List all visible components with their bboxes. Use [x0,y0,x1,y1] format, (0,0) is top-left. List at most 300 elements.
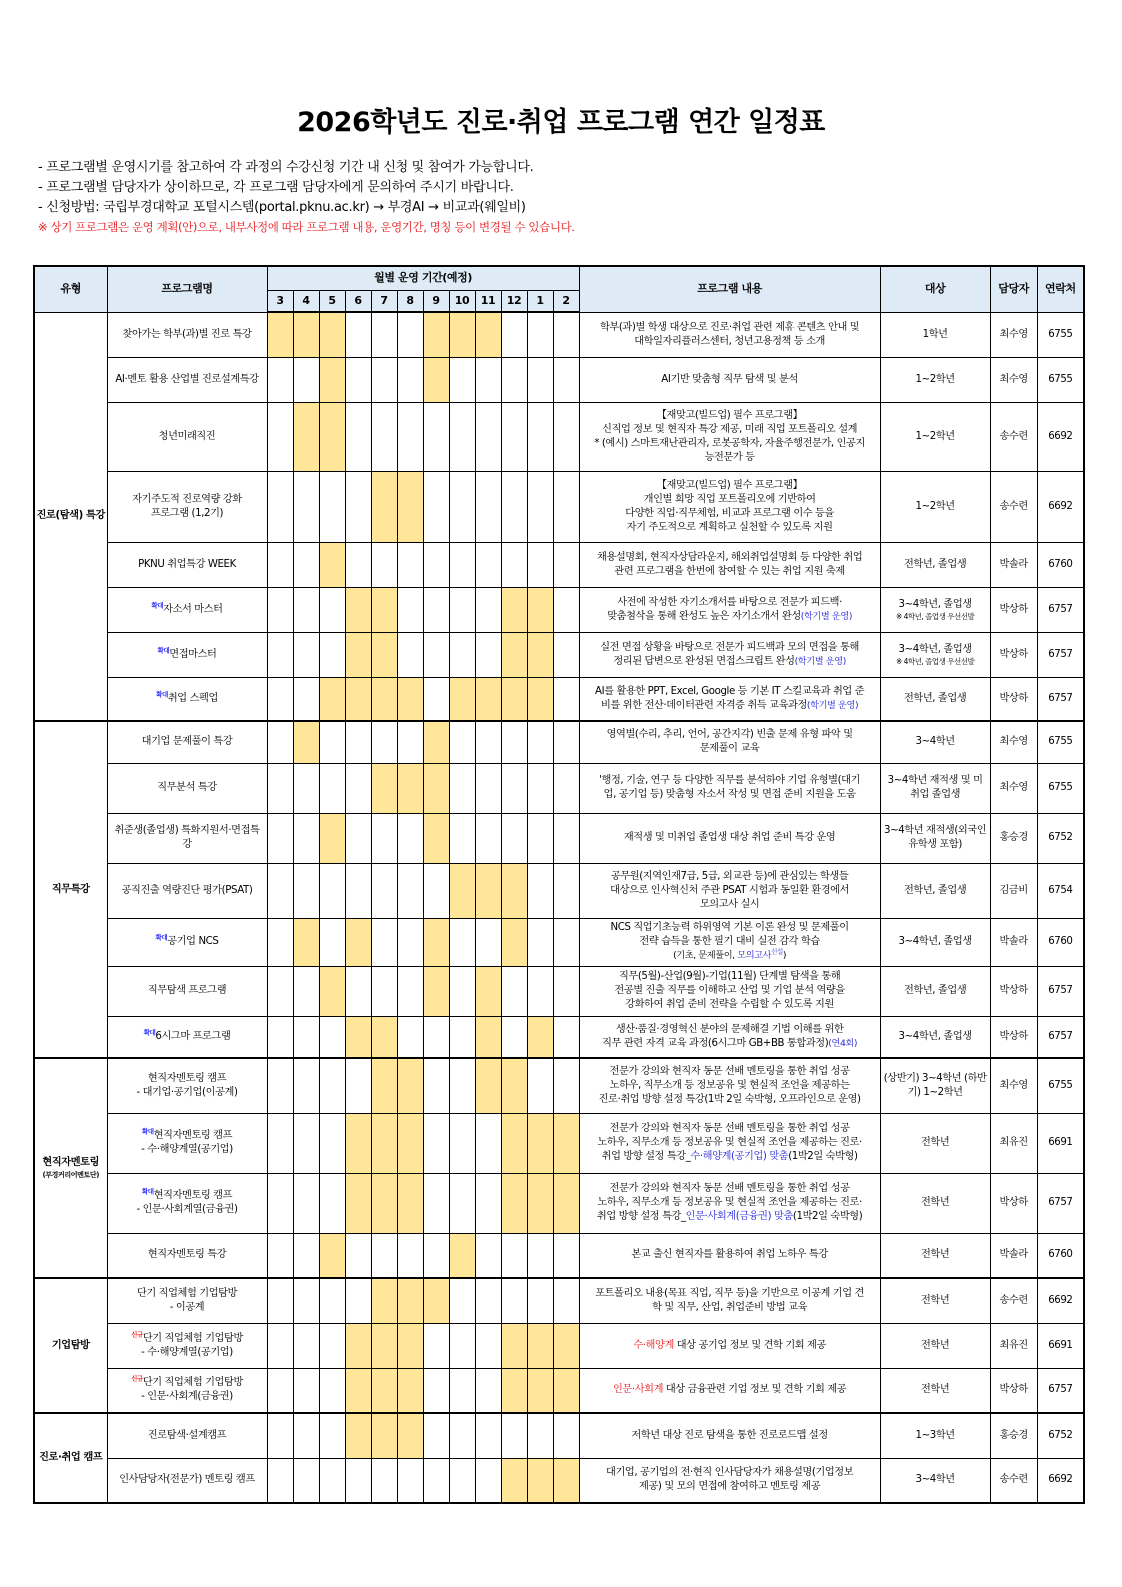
month-cell-active [423,966,449,1016]
program-name-text: 공기업 NCS [167,936,219,947]
month-cell-active [423,813,449,863]
month-cell [397,1233,423,1278]
program-name-cell [107,1016,267,1058]
content-text: 개인별 희망 직업 포트폴리오에 기반하여 [643,493,816,505]
content-line [580,728,880,742]
content-text: 노하우, 직무소개 등 정보공유 및 현실적 조언을 제공하는 진로· [597,1197,862,1208]
month-cell-active [371,1368,397,1413]
month-cell-active [319,357,345,402]
content-text: 채용설명회, 현직자상담라운지, 해외취업설명회 등 다양한 취업 [596,551,863,563]
month-cell [449,966,475,1016]
month-cell-active [345,918,371,966]
content-line [580,1480,880,1494]
program-name-line [108,838,267,852]
note-line: - 프로그램별 담당자가 상이하므로, 각 프로그램 담당자에게 문의하여 주시기 바랍니다. [38,180,514,195]
manager-cell: 박상하 [990,677,1037,721]
month-cell [501,357,527,402]
program-name-cell [107,1458,267,1503]
program-row [34,1058,1084,1113]
month-cell [553,763,579,813]
month-cell [423,1058,449,1113]
month-cell [371,721,397,763]
target-text: 1학년 [922,328,948,340]
month-cell [449,402,475,471]
month-cell [293,542,319,587]
month-cell [345,1233,371,1278]
content-text: 포트폴리오 내용(목표 직업, 직무 등)을 기반으로 이공계 기업 견 [595,1287,864,1299]
content-text: 대상으로 인사혁신처 주관 PSAT 시험과 동일환 환경에서 [610,884,850,896]
program-name-cell [107,763,267,813]
content-highlight: 수·해양계(공기업) 맞춤 [690,1151,789,1162]
target-text: 전학년 [920,1294,950,1306]
month-cell-active [475,1016,501,1058]
month-cell [527,312,553,357]
program-name-line [108,1072,267,1086]
month-cell [449,1413,475,1458]
program-name-line [108,328,267,342]
month-cell [371,1233,397,1278]
content-text: 저학년 대상 진로 탐색을 통한 진로로드맵 설정 [631,1429,828,1441]
program-content-cell [579,1413,880,1458]
month-cell-active [397,677,423,721]
month-cell-active [371,677,397,721]
month-cell-active [319,1233,345,1278]
contact-cell: 6757 [1037,587,1084,632]
program-name-cell [107,632,267,677]
contact-cell: 6692 [1037,1278,1084,1323]
month-cell [345,1278,371,1323]
month-cell [423,1323,449,1368]
program-name-cell [107,1368,267,1413]
content-text: 【재맞고(빌드업) 필수 프로그램】 [656,409,803,421]
program-name-line [108,1301,267,1315]
target-text: (상반기) 3~4학년 (하반기) 1~2학년 [883,1072,987,1098]
content-text: 본교 출신 현직자를 활용하여 취업 노하우 특강 [631,1249,828,1261]
program-name-text: 청년미래직진 [158,430,216,442]
month-cell [553,312,579,357]
month-cell [397,863,423,918]
content-text: 강화하여 취업 준비 전략을 수립할 수 있도록 지원 [625,999,834,1010]
month-cell-active [293,402,319,471]
month-cell [553,357,579,402]
month-cell-active [397,471,423,542]
target-cell [880,1458,990,1503]
program-content-cell [579,312,880,357]
content-line [580,596,880,610]
month-cell [293,471,319,542]
program-content-cell [579,1323,880,1368]
target-cell [880,1233,990,1278]
program-name-line [108,935,267,949]
month-cell [423,863,449,918]
month-cell-active [345,587,371,632]
month-cell [293,813,319,863]
month-cell-active [475,863,501,918]
program-content-cell [579,813,880,863]
month-cell [319,1368,345,1413]
program-content-cell [579,721,880,763]
target-cell [880,966,990,1016]
month-cell [553,966,579,1016]
program-row [34,1016,1084,1058]
program-content-cell [579,863,880,918]
month-cell [397,587,423,632]
month-cell [423,587,449,632]
program-content-cell [579,918,880,966]
manager-cell: 박상하 [990,587,1037,632]
month-cell-active [397,1278,423,1323]
month-cell [527,863,553,918]
month-cell-active [345,677,371,721]
month-cell-active [449,677,475,721]
month-cell [475,587,501,632]
month-cell [449,542,475,587]
program-row [34,721,1084,763]
month-cell [345,402,371,471]
month-cell [553,1058,579,1113]
month-cell [501,402,527,471]
month-cell [319,471,345,542]
month-cell-active [501,1368,527,1413]
month-cell-active [449,1233,475,1278]
content-text: 맞춤첨삭을 통해 완성도 높은 자기소개서 완성 [607,610,801,622]
month-cell [319,1413,345,1458]
content-line [580,437,880,451]
month-cell [319,918,345,966]
month-cell-active [397,1113,423,1173]
month-cell-active [371,1278,397,1323]
contact-cell: 6760 [1037,542,1084,587]
month-cell-active [423,357,449,402]
program-name-cell [107,1413,267,1458]
schedule-table [33,265,1085,1504]
target-text: 1~2학년 [915,500,955,512]
month-cell [397,632,423,677]
header-months-group: 월별 운영 기간(예정) [267,266,579,290]
month-cell [449,357,475,402]
program-name-line [108,1189,267,1203]
month-cell-active [371,471,397,542]
month-cell-active [345,1323,371,1368]
month-cell [449,632,475,677]
content-text: 직무(5월)-산업(9월)-기업(11월) 단계별 탐색을 통해 [618,971,841,982]
program-name-cell [107,721,267,763]
month-cell [345,721,371,763]
month-cell-active [501,1173,527,1233]
month-cell-active [345,1113,371,1173]
program-name-cell [107,677,267,721]
month-cell-active [397,763,423,813]
content-line [580,949,880,963]
month-cell-active [371,632,397,677]
month-cell [345,966,371,1016]
header-target: 대상 [880,266,990,312]
header-contact: 연락처 [1037,266,1084,312]
month-cell [475,632,501,677]
month-cell [501,471,527,542]
target-text: 3~4학년, 졸업생 [898,1030,972,1042]
month-cell [267,1323,293,1368]
program-name-line [108,984,267,998]
contact-cell: 6692 [1037,1458,1084,1503]
program-name-text: - 수·해양계열(공기업) [141,1346,233,1358]
program-name-cell [107,357,267,402]
content-line [580,507,880,521]
month-cell-active [527,1016,553,1058]
program-name-cell [107,1233,267,1278]
content-line [580,685,880,699]
program-content-cell [579,1233,880,1278]
content-text: * (예시) 스마트재난관리자, 로봇공학자, 자율주행전문가, 인공지 [594,437,865,449]
content-line [580,788,880,802]
program-name-cell [107,966,267,1016]
content-highlight: 인문·사회계 [612,1384,664,1396]
month-cell [397,813,423,863]
month-cell [319,1278,345,1323]
month-cell-active [397,1323,423,1368]
program-name-text: 취업 스펙업 [167,692,218,704]
content-line [580,831,880,845]
month-cell [267,357,293,402]
month-cell [423,1233,449,1278]
content-text: 관련 프로그램을 한번에 참여할 수 있는 취업 지원 축제 [614,565,845,577]
month-cell [501,312,527,357]
month-cell [319,632,345,677]
month-cell [527,966,553,1016]
program-name-text: 진로탐색·설계캠프 [147,1429,227,1441]
month-cell-active [423,721,449,763]
header-type: 유형 [34,266,107,312]
month-cell [319,1323,345,1368]
month-cell [501,1233,527,1278]
program-name-cell [107,312,267,357]
content-highlight: 모의고사 [737,950,772,961]
month-cell [449,587,475,632]
content-line [580,335,880,349]
content-text: (1박2일 숙박형) [788,1151,858,1162]
month-cell [553,863,579,918]
content-highlight: 인문·사회계(금융권) 맞춤 [685,1211,793,1222]
program-row [34,918,1084,966]
program-name-line [108,1248,267,1262]
month-cell [527,918,553,966]
program-name-text: - 이공계 [169,1301,205,1313]
program-name-text: PKNU 취업특강 WEEK [138,558,236,570]
month-header-1: 1 [527,290,553,312]
month-cell-active [371,1173,397,1233]
program-name-text: 직무분석 특강 [157,782,217,793]
month-cell [397,1016,423,1058]
contact-cell: 6755 [1037,312,1084,357]
content-text: 전문가 강의와 현직자 동문 선배 멘토링을 통한 취업 성공 [609,1065,850,1077]
content-text: 학부(과)별 학생 대상으로 진로·취업 관련 제휴 콘텐츠 안내 및 [599,321,860,333]
month-cell [371,542,397,587]
month-cell [527,1058,553,1113]
program-row [34,312,1084,357]
month-cell-active [423,763,449,813]
month-cell [449,918,475,966]
manager-cell: 최수영 [990,1058,1037,1113]
manager-cell: 최수영 [990,357,1037,402]
target-cell [880,312,990,357]
program-name-line [108,1287,267,1301]
manager-cell: 박솔라 [990,542,1037,587]
month-cell [345,1458,371,1503]
month-cell [319,721,345,763]
month-cell [553,813,579,863]
program-row [34,1323,1084,1368]
expanded-badge: 확대 [157,646,170,655]
month-cell [267,587,293,632]
content-text: NCS 직업기초능력 하위영역 기본 이론 완성 및 문제풀이 [610,922,849,933]
content-line [580,1065,880,1079]
month-cell [501,1413,527,1458]
content-line [580,1196,880,1210]
content-line [580,1093,880,1107]
content-line [580,774,880,788]
content-line [580,373,880,387]
target-text: 3~4학년, 졸업생 [898,643,972,655]
content-line [580,1079,880,1093]
content-line [580,984,880,998]
month-cell [475,1323,501,1368]
content-line [580,1287,880,1301]
content-text: 진로·취업 방향 설정 특강(1박 2일 숙박형, 오프라인으로 운영) [598,1093,861,1105]
month-cell [527,402,553,471]
program-row [34,402,1084,471]
content-text: 다양한 직업·직무체험, 비교과 프로그램 이수 등을 [625,507,834,519]
month-cell [553,587,579,632]
target-cell [880,632,990,677]
program-name-text: 단기 직업체험 기업탐방 [136,1287,238,1299]
content-text: 생산·품질·경영혁신 분야의 문제해결 기법 이해를 위한 [615,1023,844,1035]
target-cell [880,402,990,471]
program-content-cell [579,542,880,587]
content-text: 실전 면접 상황을 바탕으로 전문가 피드백과 모의 면접을 통해 [600,641,859,653]
month-cell [293,1323,319,1368]
manager-cell: 박상하 [990,966,1037,1016]
content-line [580,521,880,535]
month-cell [475,1413,501,1458]
content-line [580,1150,880,1164]
month-cell [267,1058,293,1113]
target-cell [880,587,990,632]
program-name-line [108,648,267,662]
note-line: - 신청방법: 국립부경대학교 포털시스템(portal.pknu.ac.kr) → 부경AI → 비교과(웨일비) [38,200,526,215]
month-cell-active [371,763,397,813]
month-cell [449,1278,475,1323]
month-cell [345,813,371,863]
month-cell [267,1368,293,1413]
month-cell [553,542,579,587]
program-name-line [108,1429,267,1443]
month-cell-active [475,966,501,1016]
month-cell [397,1458,423,1503]
program-name-text: 공직진출 역량진단 평가(PSAT) [121,884,253,896]
month-cell [553,1278,579,1323]
month-cell-active [319,677,345,721]
content-line [580,479,880,493]
contact-cell: 6755 [1037,1058,1084,1113]
content-line [580,870,880,884]
content-text: 노하우, 직무소개 등 정보공유 및 현실적 조언을 제공하는 [609,1079,850,1091]
new-badge: 신규 [131,1330,143,1339]
month-cell [553,632,579,677]
month-cell-active [527,1368,553,1413]
month-cell-active [553,1368,579,1413]
program-name-line [108,781,267,795]
target-cell [880,918,990,966]
month-cell-active [423,312,449,357]
month-header-3: 3 [267,290,293,312]
section-type-cell [34,1058,107,1278]
month-cell [475,1233,501,1278]
month-cell [423,1173,449,1233]
month-cell [267,966,293,1016]
program-name-line [108,1346,267,1360]
section-type-label: 직무특강 [51,883,90,895]
contact-cell: 6757 [1037,1368,1084,1413]
program-row [34,763,1084,813]
month-cell [267,1278,293,1323]
content-highlight: (기초, 문제풀이, [673,950,738,961]
program-row [34,813,1084,863]
content-text: 공무원(지역인재7급, 5급, 외교관 등)에 관심있는 학생들 [610,870,849,882]
content-line [580,921,880,935]
month-header-10: 10 [449,290,475,312]
month-cell [293,357,319,402]
month-cell [449,471,475,542]
target-text: 전학년, 졸업생 [903,884,967,896]
month-cell [449,1323,475,1368]
content-text: 학 및 직무, 산업, 취업준비 방법 교육 [652,1301,808,1313]
page-title: 2026학년도 진로·취업 프로그램 연간 일정표 [297,107,825,138]
month-cell [293,1113,319,1173]
content-line [580,565,880,579]
content-text: 업, 공기업 등) 맞춤형 자소서 작성 및 면접 준비 지원을 도움 [603,789,856,800]
content-text: 재적생 및 미취업 졸업생 대상 취업 준비 특강 운영 [623,832,836,843]
program-name-text: - 인문·사회계(금융권) [141,1391,233,1403]
program-content-cell [579,1278,880,1323]
contact-cell: 6692 [1037,471,1084,542]
month-cell [423,1368,449,1413]
content-text: 취업 방향 설정 특강_ [596,1211,686,1222]
content-line [580,551,880,565]
manager-cell: 송수련 [990,471,1037,542]
month-cell [371,402,397,471]
content-line [580,1122,880,1136]
content-text: 전문가 강의와 현직자 동문 선배 멘토링을 통한 취업 성공 [609,1183,850,1194]
month-cell [501,966,527,1016]
manager-cell: 박상하 [990,1016,1037,1058]
contact-cell: 6752 [1037,1413,1084,1458]
program-row [34,1173,1084,1233]
month-cell-active [267,312,293,357]
target-note: ※ 4학년, 졸업생 우선선발 [895,611,975,621]
program-name-cell [107,471,267,542]
target-cell [880,357,990,402]
month-cell-active [501,587,527,632]
content-line [580,699,880,713]
month-cell [345,471,371,542]
content-text: 비를 위한 전산·데이터관련 자격증 취득 교육과정 [601,699,807,711]
month-cell-active [293,721,319,763]
program-name-line [108,493,267,507]
program-name-text: 자기주도적 진로역량 강화 [132,493,242,505]
manager-cell: 최유진 [990,1323,1037,1368]
month-cell [397,721,423,763]
month-cell [267,813,293,863]
